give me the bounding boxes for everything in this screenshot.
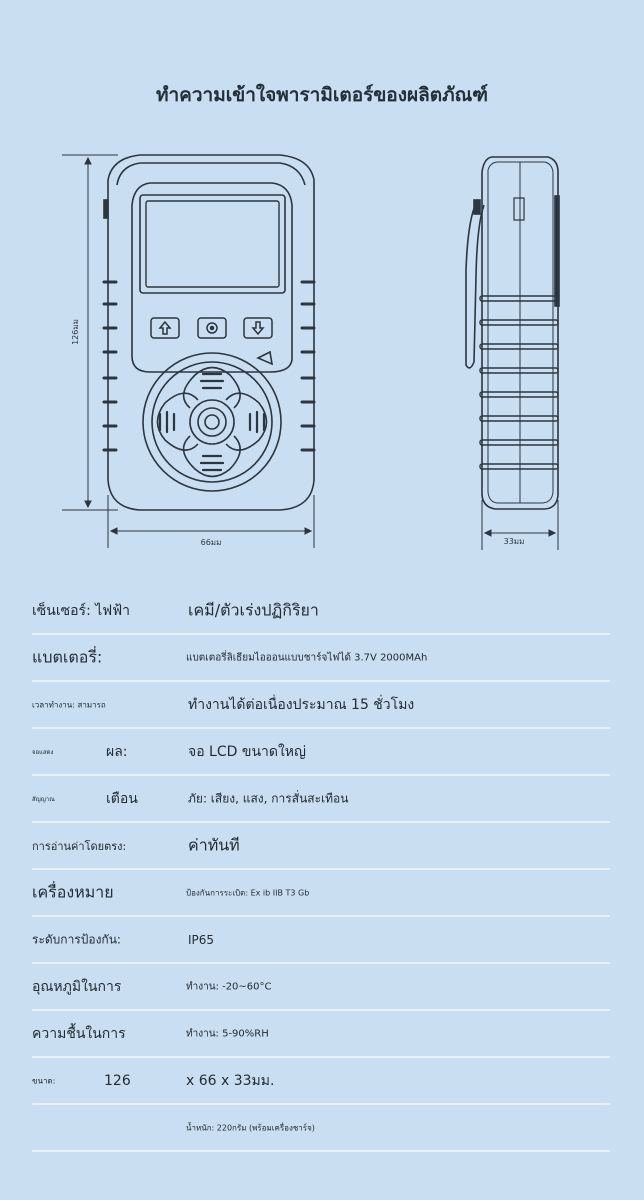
spec-label: แบตเตอรี่: — [32, 647, 103, 666]
depth-label: 33มม — [503, 537, 525, 546]
spec-row-humidity — [32, 1011, 610, 1058]
height-label: 126มม — [71, 319, 80, 345]
spec-label: การอ่านค่าโดยตรง: — [32, 839, 127, 853]
spec-label: อุณหภูมิในการ — [32, 978, 122, 995]
spec-label: เซ็นเซอร์: ไฟฟ้า — [32, 602, 130, 619]
spec-row-alarm — [32, 776, 610, 823]
arrow-up-icon — [151, 318, 179, 338]
spec-label: ความชื้นในการ — [32, 1025, 126, 1042]
spec-label: ขนาด: — [32, 1076, 56, 1085]
device-dimension-diagram — [0, 0, 644, 570]
spec-label: จอแสดง — [32, 748, 54, 756]
spec-row-sensor — [32, 588, 610, 635]
specs-table — [32, 588, 610, 1152]
spec-label-cont: เตือน — [106, 790, 138, 807]
width-label: 66มม — [200, 538, 222, 547]
spec-value: น้ำหนัก: 220กรัม (พร้อมเครื่องชาร์จ) — [186, 1123, 315, 1132]
spec-row-reading — [32, 823, 610, 870]
spec-row-marking — [32, 870, 610, 917]
spec-label: สัญญาณ — [32, 795, 55, 803]
spec-value: IP65 — [188, 932, 215, 947]
spec-label: เวลาทำงาน: สามารถ — [32, 700, 106, 709]
spec-value: ภัย: เสียง, แสง, การสั่นสะเทือน — [188, 791, 349, 805]
spec-row-battery — [32, 635, 610, 682]
spec-row-temperature — [32, 964, 610, 1011]
spec-label: ระดับการป้องกัน: — [32, 932, 121, 946]
spec-value: ทำงาน: -20~60°C — [186, 981, 272, 992]
spec-row-size — [32, 1058, 610, 1105]
spec-label: เครื่องหมาย — [32, 882, 114, 901]
spec-value: x 66 x 33มม. — [186, 1072, 275, 1089]
spec-row-display — [32, 729, 610, 776]
spec-row-runtime — [32, 682, 610, 729]
spec-value: เคมี/ตัวเร่งปฏิกิริยา — [188, 600, 319, 619]
page-title: ทำความเข้าใจพารามิเตอร์ของผลิตภัณฑ์ — [155, 84, 489, 106]
arrow-down-icon — [244, 318, 272, 338]
spec-row-weight — [32, 1105, 610, 1152]
spec-value: ป้องกันการระเบิด: Ex ib IIB T3 Gb — [186, 888, 310, 897]
device-side-view — [466, 157, 559, 509]
spec-value: ทำงานได้ต่อเนื่องประมาณ 15 ชั่วโมง — [188, 696, 415, 713]
spec-row-protection — [32, 917, 610, 964]
spec-value: ทำงาน: 5-90%RH — [186, 1028, 269, 1039]
spec-label-cont: ผล: — [106, 743, 128, 760]
spec-value: จอ LCD ขนาดใหญ่ — [188, 743, 306, 760]
spec-value: ค่าทันที — [188, 835, 240, 854]
spec-value: แบตเตอรี่ลิเธียมไอออนแบบชาร์จไฟได้ 3.7V 2000MAh — [186, 652, 428, 663]
spec-label-cont: 126 — [104, 1072, 131, 1089]
power-icon — [198, 318, 226, 338]
